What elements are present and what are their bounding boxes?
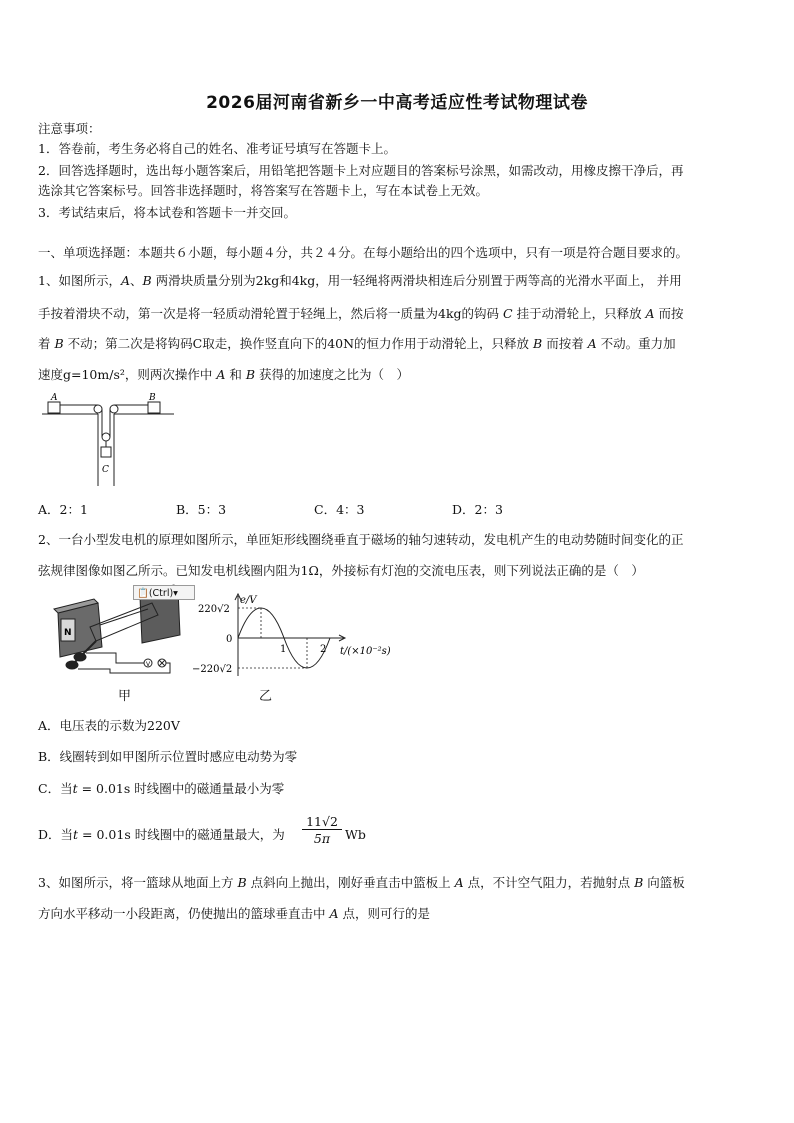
graph-y-min-label: −220√2 [192,664,233,675]
magnet-n-label: N [64,628,72,638]
q2-option-a[interactable]: A．电压表的示数为220V [38,718,180,733]
figure-yi-caption: 乙 [259,689,273,704]
flux-denominator: 5π [313,831,331,846]
figure-jia-caption: 甲 [118,689,132,704]
q1-fig-label-b: B [149,393,156,403]
flux-numerator: 11√2 [302,814,342,830]
notes-item-1: 1．答卷前，考生务必将自己的姓名、准考证号填写在答题卡上。 [38,141,396,156]
clipboard-icon: 📋 [137,588,149,599]
q1-option-a[interactable]: A．2：1 [38,502,88,517]
q1-fig-label-c: C [102,465,109,475]
flux-unit: Wb [345,827,366,842]
graph-y-max-label: 220√2 [198,604,230,615]
q1-line-2: 手按着滑块不动，第一次是将一轻质动滑轮置于轻绳上，然后将一质量为4kg的钩码 C 挂于动滑轮上，只释放 A 而按 [38,306,684,321]
q1-option-b[interactable]: B．5：3 [176,502,227,517]
notes-heading: 注意事项： [38,121,101,136]
q1-line-1: 1、如图所示，A、B 两滑块质量分别为2kg和4kg，用一轻绳将两滑块相连后分别置于两等高的光滑水平面上， 并用 [38,273,682,288]
svg-text:V: V [146,661,151,668]
q3-line-1: 3、如图所示，将一篮球从地面上方 B 点斜向上抛出，刚好垂直击中篮板上 A 点，不计空气阻力，若抛射点 B 向篮板 [38,875,685,890]
q2-option-b[interactable]: B．线圈转到如甲图所示位置时感应电动势为零 [38,749,298,764]
graph-tick-1: 1 [280,644,287,655]
notes-item-3: 3．考试结束后，将本试卷和答题卡一并交回。 [38,205,296,220]
notes-item-2: 2．回答选择题时，选出每小题答案后，用铅笔把答题卡上对应题目的答案标号涂黑，如需改动，用橡皮擦干净后，再 [38,163,684,178]
q2-line-2: 弦规律图像如图乙所示。已知发电机线圈内阻为1Ω，外接标有灯泡的交流电压表，则下列说法正确的是（ ） [38,563,644,578]
q2-line-1: 2、一台小型发电机的原理如图所示，单匝矩形线圈绕垂直于磁场的轴匀速转动，发电机产生的电动势随时间变化的正 [38,532,684,547]
q2-sine-graph [192,592,398,678]
q1-option-d[interactable]: D．2：3 [452,502,503,517]
section-heading: 一、单项选择题：本题共６小题，每小题４分，共２４分。在每小题给出的四个选项中，只有一项是符合题目要求的。 [38,245,689,260]
graph-tick-2: 2 [320,644,327,655]
q2-option-c[interactable]: C．当t = 0.01s 时线圈中的磁通量最小为零 [38,781,285,796]
q1-line-3: 着 B 不动；第二次是将钩码C取走，换作竖直向下的40N的恒力作用于动滑轮上，只释放 B 而按着 A 不动。重力加 [38,336,676,351]
q3-line-2: 方向水平移动一小段距离，仍使抛出的篮球垂直击中 A 点，则可行的是 [38,906,430,921]
graph-origin-label: 0 [226,634,233,645]
q1-option-c[interactable]: C．4：3 [314,502,365,517]
notes-item-2-cont: 选涂其它答案标号。回答非选择题时，将答案写在答题卡上，写在本试卷上无效。 [38,183,489,198]
page-title: 2026届河南省新乡一中高考适应性考试物理试卷 [206,93,588,113]
q1-fig-label-a: A [51,393,58,403]
paste-options-button[interactable]: 📋(Ctrl)▾ [133,585,195,600]
q1-line-4: 速度g=10m/s²，则两次操作中 A 和 B 获得的加速度之比为（ ） [38,367,410,382]
graph-x-axis-label: t/(×10⁻²s) [340,646,391,657]
q1-pulley-figure [40,392,180,492]
q2-option-d[interactable]: D．当t = 0.01s 时线圈中的磁通量最大，为 [38,827,285,842]
graph-y-axis-label: e/V [240,595,257,606]
flux-fraction [302,814,342,847]
